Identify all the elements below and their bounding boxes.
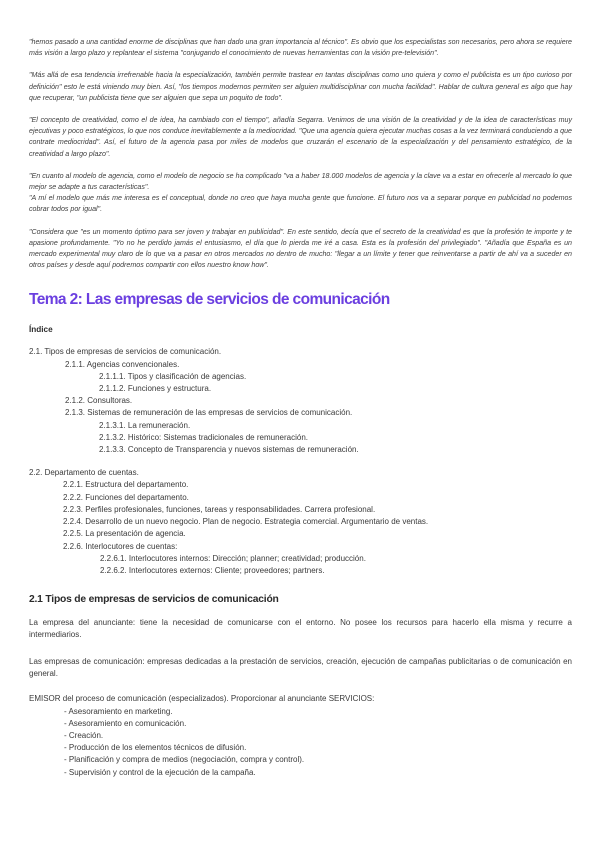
toc-entry: 2.1.1.1. Tipos y clasificación de agencias. [99, 371, 247, 381]
toc-entry: 2.1.1.2. Funciones y estructura. [99, 384, 212, 394]
index-heading: Índice [29, 325, 53, 335]
quote-paragraph: "Más allá de esa tendencia irrefrenable hacia la especialización, también permite trastear en tantas disciplinas como uno quiera y como el publicista es un tipo curioso por definición" esto le está viniendo muy bien. Así, "los tiempos modernos permiten ser alguien multidisciplinar con mucha facilidad". Hablar de cultura general es algo que hay que recuperar, "un publicista tiene que ser alguien que sepa un poquito de todo". [29, 71, 572, 102]
toc-entry: 2.1. Tipos de empresas de servicios de comunicación. [29, 347, 222, 357]
toc-entry: 2.1.3.1. La remuneración. [99, 420, 191, 430]
quote-paragraph: "Considera que "es un momento óptimo para ser joven y trabajar en publicidad". En este sentido, decía que el secreto de la creatividad es que la profesión te importe y te apasione profundamente. "Yo no he perdido jamás el entusiasmo, el día que lo pierda me iré a casa. Esta es la profesión del privilegiado". "Añadía que España es un mercado experimental muy claro de lo que va a pasar en otros mercados no dentro de mucho: "llegar a un límite y tener que reinventarse a partir de ahí va a suceder en otros países y desde aquí podremos compartir con ellos nuestro know how". [29, 227, 572, 270]
toc-entry: 2.1.2. Consultoras. [65, 396, 133, 406]
toc-entry: 2.2.4. Desarrollo de un nuevo negocio. Plan de negocio. Estrategia comercial. Argumentario de ventas. [63, 517, 429, 527]
body-paragraph: La empresa del anunciante: tiene la necesidad de comunicarse con el entorno. No posee los recursos para hacerlo ella misma y recurre a intermediarios. [29, 618, 572, 640]
service-item: - Supervisión y control de la ejecución de la campaña. [64, 767, 572, 779]
emisor-paragraph: EMISOR del proceso de comunicación (especializados). Proporcionar al anunciante SERVICIOS: [29, 694, 375, 704]
service-item: - Planificación y compra de medios (negociación, compra y control). [64, 754, 572, 766]
toc-entry: 2.1.1. Agencias convencionales. [65, 359, 180, 369]
quote-paragraph: "A mí el modelo que más me interesa es el conceptual, donde no creo que haya mucha gente que funcione. El futuro nos va a separar porque en publicidad no podemos cobrar todos por igual". [29, 194, 572, 214]
toc-spacer [29, 456, 572, 467]
toc-entry: 2.2.6.2. Interlocutores externos: Cliente; proveedores; partners. [100, 565, 325, 575]
service-item: - Asesoramiento en marketing. [64, 706, 572, 718]
toc-entry: 2.1.3. Sistemas de remuneración de las empresas de servicios de comunicación. [65, 408, 353, 418]
service-item: - Creación. [64, 730, 572, 742]
quote-paragraph: "El concepto de creatividad, como el de idea, ha cambiado con el tiempo", añadía Segarra. Venimos de una visión de la creatividad y de la idea de características muy ejecutivas y poco estratégicos, lo que nos conduce inevitablemente a la mediocridad. "Que una agencia quiera ejecutar muchas cosas a la vez terminará conduciendo a que contrate mediocridad". Así, el futuro de la agencia pasa por miles de modelos que cruzarán el escenario de la especialización y del pensamiento estratégico, de la creatividad a largo plazo". [29, 116, 572, 158]
toc-entry: 2.2.1. Estructura del departamento. [63, 480, 189, 490]
body-paragraph: Las empresas de comunicación: empresas dedicadas a la prestación de servicios, creación, ejecución de campañas publicitarias o de comunicación en general. [29, 656, 572, 678]
toc-entry: 2.2.6.1. Interlocutores internos: Dirección; planner; creatividad; producción. [100, 553, 366, 563]
chapter-title: Tema 2: Las empresas de servicios de comunicación [29, 291, 390, 309]
service-item: - Asesoramiento en comunicación. [64, 718, 572, 730]
toc-entry: 2.2.2. Funciones del departamento. [63, 492, 189, 502]
table-of-contents [29, 346, 572, 577]
toc-entry: 2.2.3. Perfiles profesionales, funciones, tareas y responsabilidades. Carrera profesional. [63, 504, 376, 514]
section-heading: 2.1 Tipos de empresas de servicios de comunicación [29, 594, 279, 606]
toc-entry: 2.2.6. Interlocutores de cuentas: [63, 541, 178, 551]
quote-paragraph: "En cuanto al modelo de agencia, como el modelo de negocio se ha complicado "va a haber 18.000 modelos de agencia y la clave va a estar en ofrecerle al mercado lo que mejor se adapte a tus características". [29, 171, 572, 192]
toc-entry: 2.1.3.2. Histórico: Sistemas tradicionales de remuneración. [99, 432, 308, 442]
toc-entry: 2.2.5. La presentación de agencia. [63, 529, 186, 539]
toc-entry: 2.2. Departamento de cuentas. [29, 468, 139, 478]
service-item: - Producción de los elementos técnicos de difusión. [64, 742, 572, 754]
toc-entry: 2.1.3.3. Concepto de Transparencia y nuevos sistemas de remuneración. [99, 445, 359, 455]
quote-paragraph: "hemos pasado a una cantidad enorme de disciplinas que han dado una gran importancia al técnico". Es obvio que los especialistas son necesarios, pero ahora se requiere más visión a largo plazo y replantear el sistema "conjugando el conocimiento de nuevas herramientas con la visión pre-televisión". [29, 38, 572, 58]
services-list [29, 706, 572, 779]
